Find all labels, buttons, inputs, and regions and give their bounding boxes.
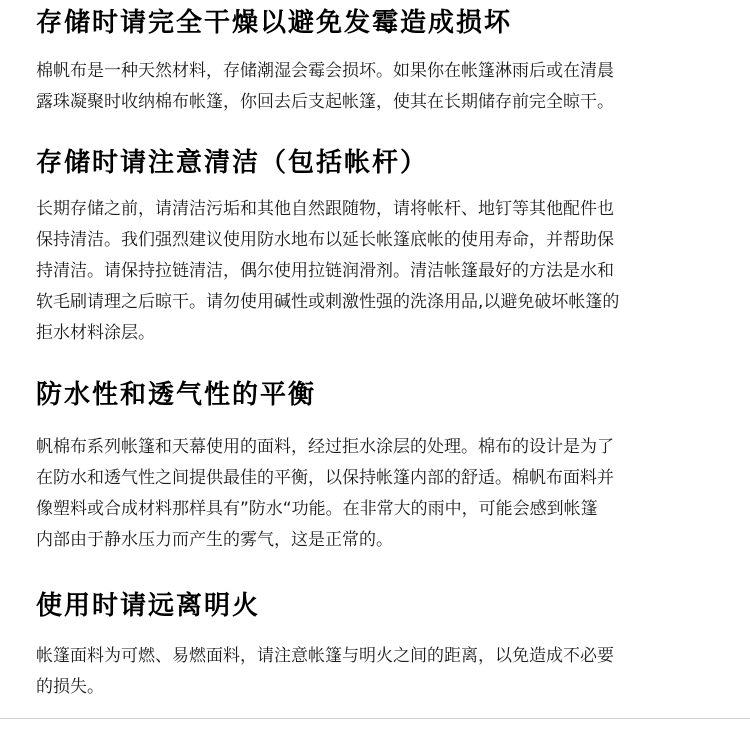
paragraph-line: 在防水和透气性之间提供最佳的平衡，以保持帐篷内部的舒适。棉帆布面料并	[36, 468, 614, 488]
paragraph-line: 保持清洁。我们强烈建议使用防水地布以延长帐篷底帐的使用寿命，并帮助保	[36, 230, 614, 250]
section-paragraph	[36, 432, 714, 556]
bottom-divider	[0, 718, 750, 719]
paragraph-line: 露珠凝聚时收纳棉布帐篷，你回去后支起帐篷，使其在长期储存前完全晾干。	[36, 92, 614, 112]
paragraph-line: 持清洁。请保持拉链清洁，偶尔使用拉链润滑剂。清洁帐篷最好的方法是水和	[36, 261, 614, 281]
paragraph-line: 内部由于静水压力而产生的雾气，这是正常的。	[36, 530, 393, 550]
paragraph-line: 像塑料或合成材料那样具有”防水“功能。在非常大的雨中，可能会感到帐篷	[36, 499, 598, 519]
section-heading: 使用时请远离明火	[36, 591, 261, 621]
paragraph-line: 的损失。	[36, 677, 104, 697]
section-paragraph	[36, 56, 714, 118]
paragraph-line: 帐篷面料为可燃、易燃面料，请注意帐篷与明火之间的距离，以免造成不必要	[36, 646, 614, 666]
section-fire-safety	[36, 589, 714, 703]
paragraph-line: 软毛刷请理之后晾干。请勿使用碱性或刺激性强的洗涤用品,以避免破坏帐篷的	[36, 292, 620, 312]
section-waterproof-breathability	[36, 378, 714, 556]
section-heading: 存储时请完全干燥以避免发霉造成损坏	[36, 8, 513, 38]
section-clean-storage	[36, 146, 714, 349]
section-heading: 防水性和透气性的平衡	[36, 380, 317, 410]
section-heading: 存储时请注意清洁（包括帐杆）	[36, 148, 429, 178]
section-dry-storage	[36, 6, 714, 118]
paragraph-line: 长期存储之前，请清洁污垢和其他自然跟随物，请将帐杆、地钉等其他配件也	[36, 199, 614, 219]
paragraph-line: 拒水材料涂层。	[36, 323, 155, 343]
section-paragraph	[36, 641, 714, 703]
paragraph-line: 棉帆布是一种天然材料，存储潮湿会霉会损坏。如果你在帐篷淋雨后或在清晨	[36, 61, 614, 81]
section-paragraph	[36, 194, 714, 349]
paragraph-line: 帆棉布系列帐篷和天幕使用的面料，经过拒水涂层的处理。棉布的设计是为了	[36, 437, 614, 457]
